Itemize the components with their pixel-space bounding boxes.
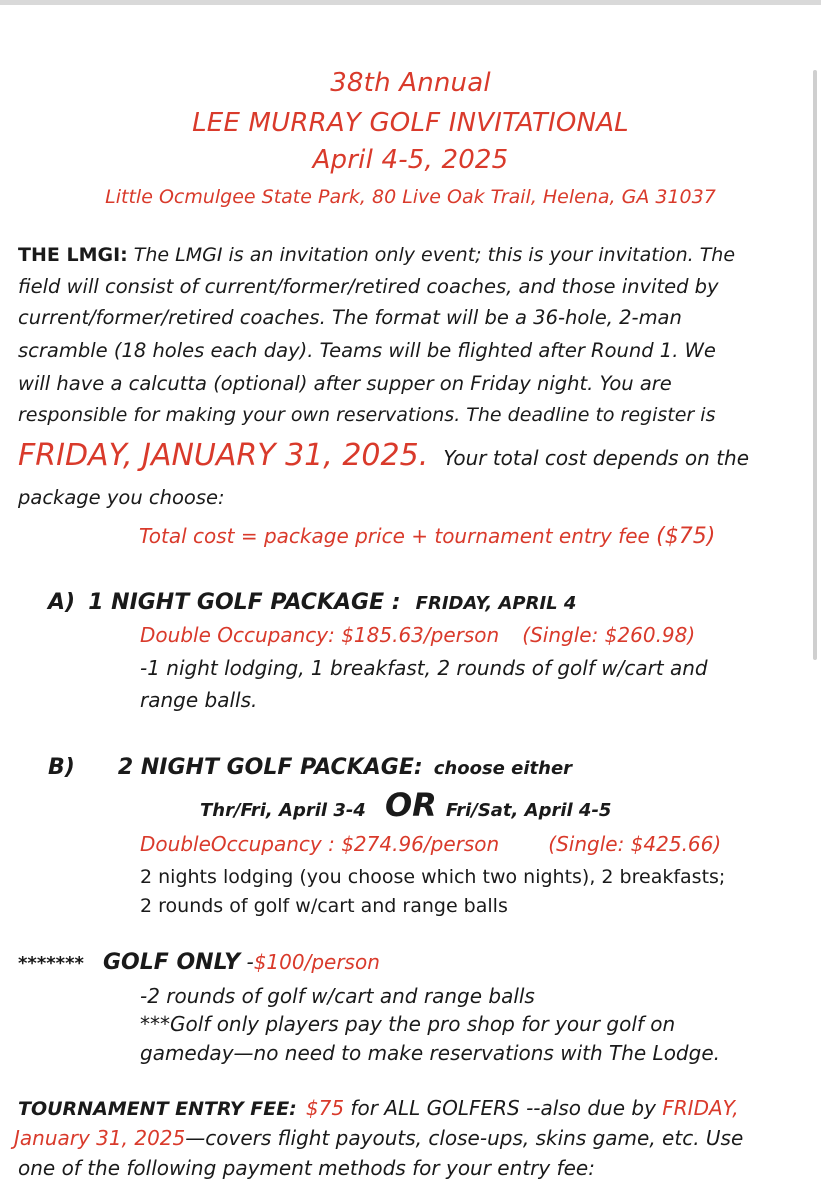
page-title: LEE MURRAY GOLF INVITATIONAL <box>192 108 629 138</box>
intro-line-6: responsible for making your own reservations. The deadline to register is <box>18 404 716 426</box>
golf-only-desc-3: gameday—no need to make reservations with The Lodge. <box>140 1041 720 1065</box>
intro-line-4: scramble (18 holes each day). Teams will be flighted after Round 1. We <box>18 339 716 362</box>
intro-line-3: current/former/retired coaches. The format will be a 36-hole, 2-man <box>18 306 682 329</box>
package-a-desc-2: range balls. <box>140 688 258 712</box>
intro-line-8: package you choose: <box>18 486 225 509</box>
package-b-desc-1: 2 nights lodging (you choose which two nights), 2 breakfasts; <box>140 866 726 888</box>
entry-fee-line-1: TOURNAMENT ENTRY FEE: $75 for ALL GOLFERS --also due by FRIDAY, <box>18 1096 739 1120</box>
intro-line-5: will have a calcutta (optional) after supper on Friday night. You are <box>18 372 672 395</box>
package-b-price: DoubleOccupancy : $274.96/person (Single: $425.66) <box>140 832 722 856</box>
event-location: Little Ocmulgee State Park, 80 Live Oak Trail, Helena, GA 31037 <box>105 186 716 208</box>
package-a-desc-1: -1 night lodging, 1 breakfast, 2 rounds of golf w/cart and <box>140 656 708 680</box>
package-a-price: Double Occupancy: $185.63/person (Single: $260.98) <box>140 623 696 647</box>
top-status-bar <box>0 0 821 5</box>
total-cost-formula: Total cost = package price + tournament entry fee ($75) <box>139 524 716 549</box>
package-b-heading: B) 2 NIGHT GOLF PACKAGE: choose either <box>48 755 573 780</box>
golf-only-heading: ******* GOLF ONLY -$100/person <box>18 950 380 975</box>
intro-label: THE LMGI: <box>18 244 128 266</box>
intro-line-7: FRIDAY, JANUARY 31, 2025. Your total cost depends on the <box>18 438 750 473</box>
entry-fee-line-3: one of the following payment methods for your entry fee: <box>18 1156 595 1180</box>
golf-only-desc-2: ***Golf only players pay the pro shop for your golf on <box>140 1012 676 1036</box>
intro-line-1: THE LMGI: The LMGI is an invitation only event; this is your invitation. The <box>18 244 736 266</box>
intro-line-2: field will consist of current/former/retired coaches, and those invited by <box>18 275 719 298</box>
event-dates: April 4-5, 2025 <box>312 145 509 175</box>
golf-only-desc-1: -2 rounds of golf w/cart and range balls <box>140 984 535 1008</box>
package-b-options: Thr/Fri, April 3-4 OR Fri/Sat, April 4-5 <box>200 786 612 824</box>
package-b-desc-2: 2 rounds of golf w/cart and range balls <box>140 895 508 917</box>
package-a-heading: A) 1 NIGHT GOLF PACKAGE : FRIDAY, APRIL 4 <box>48 590 577 615</box>
entry-fee-line-2: January 31, 2025—covers flight payouts, close-ups, skins game, etc. Use <box>14 1126 744 1150</box>
header-edition: 38th Annual <box>330 68 491 98</box>
registration-deadline: FRIDAY, JANUARY 31, 2025. <box>18 438 429 473</box>
